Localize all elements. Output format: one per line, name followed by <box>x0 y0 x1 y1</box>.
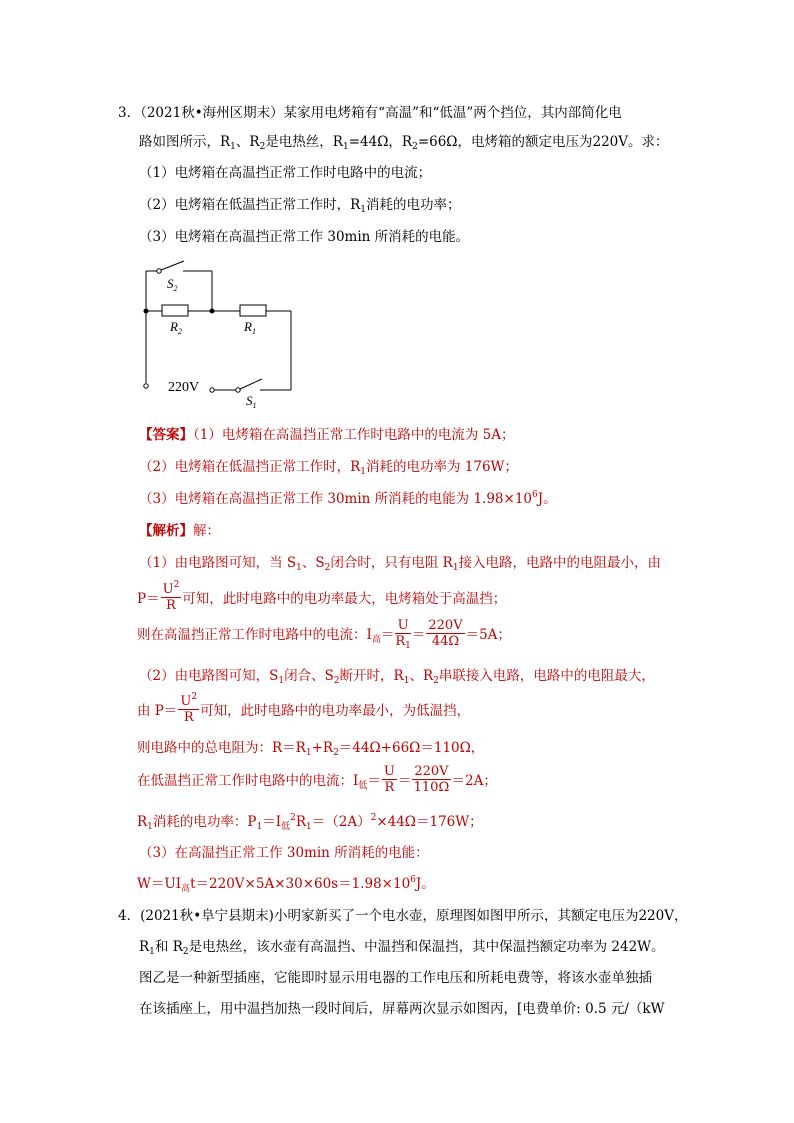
f2-eq2: ＝ <box>411 627 426 643</box>
answer-tag: 【答案】 <box>139 427 193 443</box>
terminal-right <box>210 388 214 392</box>
f2-fraction-1 <box>395 618 411 649</box>
f2-res: ＝5A； <box>465 627 511 643</box>
label-s2: $S_2$ <box>167 276 178 293</box>
q4-source: (2021秋•阜宁县期末) <box>140 908 274 924</box>
f5-fraction-1 <box>382 764 397 795</box>
f6f: ×44Ω＝176W； <box>376 814 483 830</box>
f6-sub: 低 <box>281 822 291 832</box>
f1-num: U <box>162 582 174 597</box>
sub-1: 1 <box>147 822 153 832</box>
f5-den2: 110Ω <box>413 780 450 795</box>
f5-eq2: ＝ <box>397 773 412 789</box>
f2-pre: 则在高温挡正常工作时电路中的电流：I <box>137 627 372 643</box>
sub-2: 2 <box>412 142 418 152</box>
analysis-tag-tail: 解： <box>193 523 220 539</box>
f2-num2: 220V <box>428 618 463 633</box>
f2-num1: U <box>395 618 411 634</box>
sub-2: 2 <box>333 748 339 758</box>
s2-switch-blade <box>161 261 184 270</box>
f1-den: R <box>166 598 176 613</box>
analysis-formula-6 <box>137 812 483 832</box>
junction-left <box>144 309 149 314</box>
sub-1: 1 <box>360 467 366 477</box>
a-p1a: （1）由电路图可知，当 S <box>139 555 297 571</box>
f6a: R <box>137 814 148 830</box>
f1-fraction <box>161 582 182 613</box>
answer-2a: （2）电烤箱在低温挡正常工作时，R <box>139 459 361 475</box>
a-p2a: （2）由电路图可知，S <box>139 668 279 684</box>
f5-num2: 220V <box>414 764 449 779</box>
answer-line-3 <box>139 489 557 509</box>
q3-sub-2a: （2）电烤箱在低温挡正常工作时，R <box>139 197 361 213</box>
sub-1: 1 <box>305 748 312 758</box>
f5-num1: U <box>383 764 395 779</box>
a-p1c: 闭合时，只有电阻 R <box>330 555 453 571</box>
q4-l2c: 是电热丝，该水壶有高温挡、中温挡和保温挡，其中保温挡额定功率为 242W。 <box>188 939 665 955</box>
a-p1b: 、S <box>301 555 325 571</box>
q4-l2a: R <box>139 939 150 955</box>
f7-exp: 6 <box>410 875 416 885</box>
f6-exp2: 2 <box>370 813 377 823</box>
analysis-p2 <box>139 666 655 686</box>
f2-sub: 高 <box>371 635 381 645</box>
s1-terminal-left <box>236 388 240 392</box>
answer-3a: （3）电烤箱在高温挡正常工作 30min 所消耗的电能为 1.98×10 <box>139 491 533 507</box>
f2-eq: ＝ <box>380 627 395 643</box>
analysis-header <box>139 521 220 541</box>
analysis-formula-4 <box>137 738 484 758</box>
answer-line-1 <box>139 425 514 445</box>
resistor-r2 <box>162 305 188 316</box>
q4-line-3: 图乙是一种新型插座，它能即时显示用电器的工作电压和所耗电费等，将该水壶单独插 <box>139 970 652 986</box>
f6b: 消耗的电功率：P <box>152 814 257 830</box>
f2-den1: R <box>395 634 406 649</box>
f6e: ＝（2A） <box>311 814 371 830</box>
analysis-formula-1 <box>137 582 506 616</box>
q4-line-4: 在该插座上，用中温挡加热一段时间后，屏幕两次显示如图丙，[电费单价: 0.5 元/（kW <box>139 1001 665 1017</box>
f2-den2: 44Ω <box>431 634 460 649</box>
q3-stem-1: 某家用电烤箱有“高温”和“低温”两个挡位，其内部简化电 <box>283 105 622 121</box>
answer-2b: 消耗的电功率为 176W； <box>366 459 518 475</box>
q4-number: 4． <box>118 908 141 924</box>
sub-1: 1 <box>306 822 312 832</box>
q3-sub-3: （3）电烤箱在高温挡正常工作 30min 所消耗的电能。 <box>139 229 470 245</box>
f7c: J。 <box>415 876 435 892</box>
q4-stem-1: 小明家新买了一个电水壶，原理图如图甲所示，其额定电压为220V， <box>273 908 688 924</box>
f2-den1-sub: 1 <box>405 641 411 651</box>
sub-1: 1 <box>403 676 410 686</box>
analysis-p1 <box>139 553 661 573</box>
f2-fraction-2 <box>426 618 464 649</box>
f3-tail: 可知，此时电路中的电功率最小，为低温挡， <box>200 703 471 719</box>
q3-stem-2d: =44Ω，R <box>348 134 413 150</box>
sub-1: 1 <box>452 563 459 573</box>
f3-pre: 由 P＝ <box>137 703 178 719</box>
sub-1: 1 <box>149 947 155 957</box>
f4a: 则电路中的总电阻为：R＝R <box>137 740 306 756</box>
f5-pre: 在低温挡正常工作时电路中的电流：I <box>137 773 359 789</box>
q3-line-1 <box>118 103 622 123</box>
f1-lhs: P＝ <box>137 591 160 607</box>
a-p2b: 闭合、S <box>284 668 334 684</box>
f1-exp: 2 <box>173 580 180 590</box>
f5-eq: ＝ <box>367 773 381 789</box>
s2-terminal-left <box>157 269 161 273</box>
q3-sub-1: （1）电烤箱在高温挡正常工作时电路中的电流； <box>139 165 432 181</box>
f5-res: ＝2A； <box>451 773 497 789</box>
sub-1: 1 <box>360 205 366 215</box>
junction-middle <box>210 309 215 314</box>
q3-stem-2e: =66Ω，电烤箱的额定电压为220V。求： <box>417 134 669 150</box>
f7a: W＝UI <box>137 876 182 892</box>
f7b: t＝220V×5A×30×60s＝1.98×10 <box>190 876 411 892</box>
f6-exp: 2 <box>290 813 296 823</box>
sub-1: 1 <box>230 142 236 152</box>
q3-line-2 <box>139 132 669 152</box>
label-r1: $R_1$ <box>244 319 256 336</box>
f5-sub: 低 <box>358 781 368 791</box>
q3-stem-2a: 路如图所示，R <box>139 134 231 150</box>
a-p2c: 断开时，R <box>339 668 404 684</box>
sub-1: 1 <box>278 676 285 686</box>
s1-switch-blade <box>240 379 262 389</box>
resistor-r1 <box>240 305 266 316</box>
f5-fraction-2 <box>412 764 450 795</box>
q3-stem-2c: 是电热丝，R <box>265 134 343 150</box>
f1-tail: 可知，此时电路中的电功率最大，电烤箱处于高温挡； <box>182 591 507 607</box>
f4b: +R <box>311 740 334 756</box>
f3-num: U <box>180 694 192 709</box>
q3-number: 3． <box>118 105 141 121</box>
f4c: ＝44Ω+66Ω＝110Ω， <box>338 740 485 756</box>
f7-sub: 高 <box>181 884 191 894</box>
label-voltage: 220V <box>168 380 200 395</box>
sub-2: 2 <box>433 676 439 686</box>
sub-1: 1 <box>342 142 349 152</box>
sub-2: 2 <box>259 142 266 152</box>
f3-den: R <box>183 710 194 725</box>
analysis-formula-2 <box>137 617 511 653</box>
q3-stem-2b: 、R <box>235 134 260 150</box>
f6d: R <box>295 814 306 830</box>
sub-2: 2 <box>324 563 331 573</box>
terminal-left <box>144 384 148 388</box>
f6c: ＝I <box>262 814 282 830</box>
q4-l2b: 和 R <box>154 939 183 955</box>
answer-1: （1）电烤箱在高温挡正常工作时电路中的电流为 5A； <box>193 427 515 443</box>
circuit-diagram <box>140 260 300 410</box>
q3-sub-2 <box>139 195 461 215</box>
analysis-p3: （3）在高温挡正常工作 30min 所消耗的电能： <box>139 845 429 861</box>
sub-2: 2 <box>182 947 189 957</box>
f5-den1: R <box>384 780 395 795</box>
analysis-formula-3 <box>137 694 470 728</box>
a-p2e: 串联接入电路，电路中的电阻最大， <box>438 668 655 684</box>
analysis-formula-7 <box>137 874 435 894</box>
a-p1d: 接入电路，电路中的电阻最小，由 <box>458 555 662 571</box>
q4-line-2 <box>139 937 665 957</box>
answer-line-2 <box>139 457 518 477</box>
analysis-formula-5 <box>137 763 497 799</box>
sub-1: 1 <box>296 563 302 573</box>
q3-sub-2b: 消耗的电功率； <box>366 197 461 213</box>
analysis-tag: 【解析】 <box>139 523 193 539</box>
q3-source: （2021秋•海州区期末） <box>140 105 284 121</box>
q4-line-1 <box>118 906 687 926</box>
sub-2: 2 <box>333 676 340 686</box>
f3-fraction <box>178 694 199 725</box>
f3-exp: 2 <box>191 692 198 702</box>
label-s1: $S_1$ <box>246 393 257 410</box>
sub-1: 1 <box>256 822 263 832</box>
answer-3-exp: 6 <box>532 490 538 500</box>
a-p2d: 、R <box>409 668 434 684</box>
label-r2: $R_2$ <box>170 319 182 336</box>
answer-3b: J。 <box>537 491 557 507</box>
